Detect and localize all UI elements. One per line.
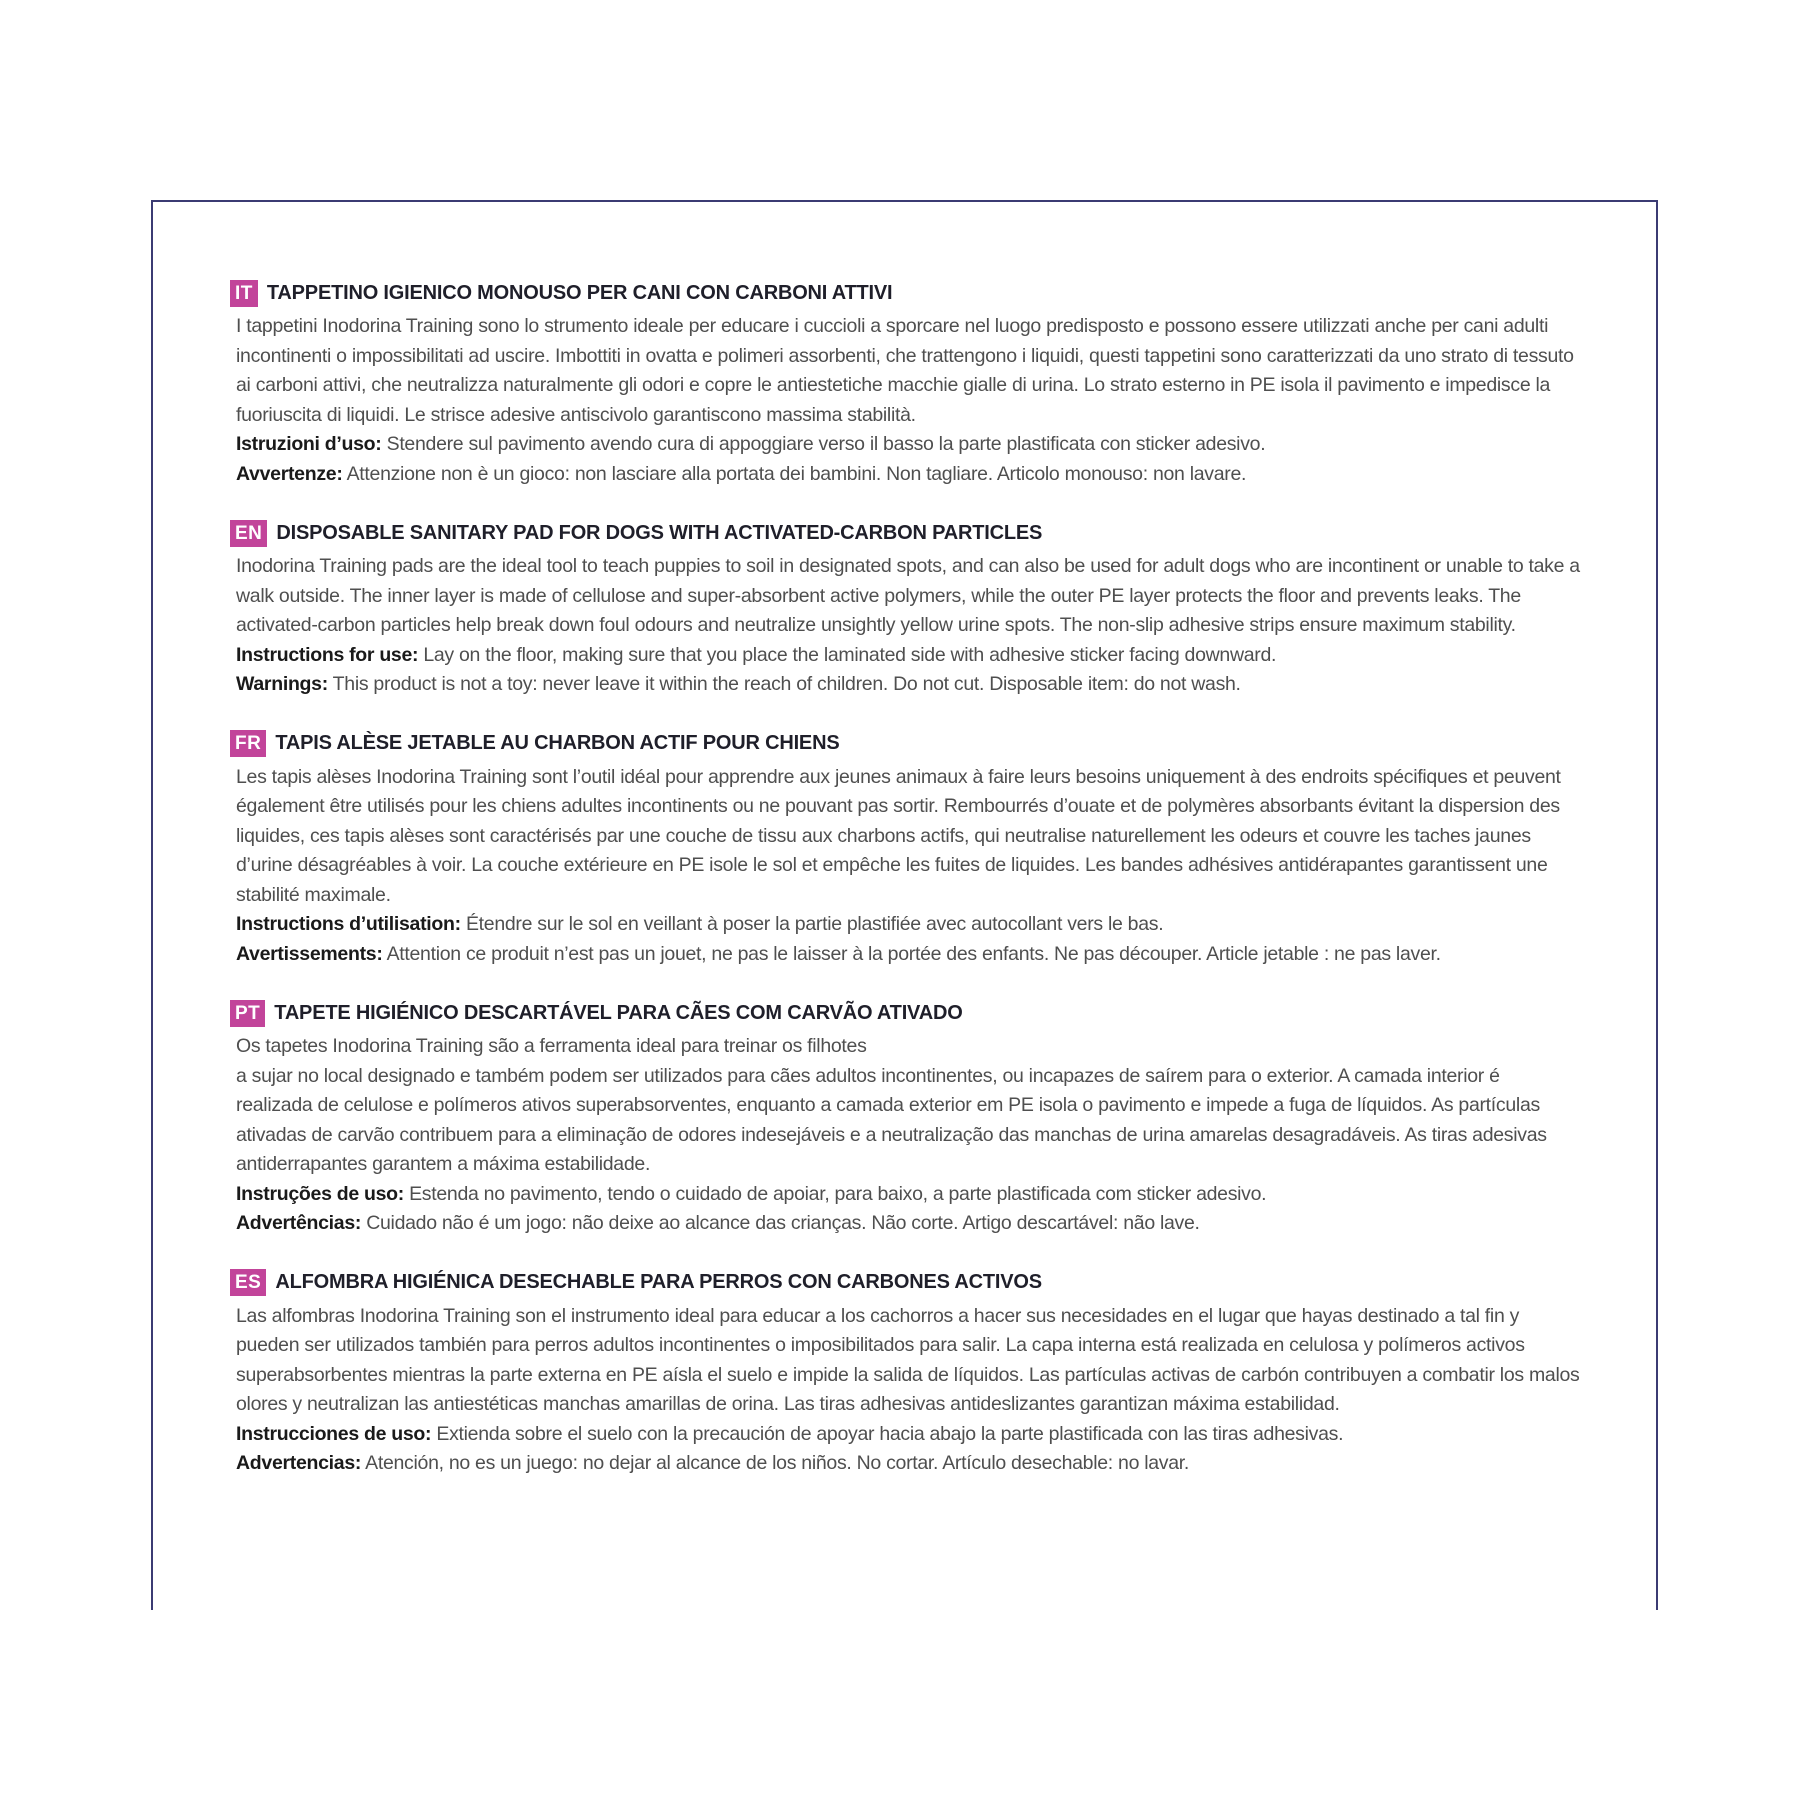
lang-badge-es: ES [230, 1269, 266, 1296]
section-title: ALFOMBRA HIGIÉNICA DESECHABLE PARA PERROS CON CARBONES ACTIVOS [275, 1271, 1042, 1293]
lang-badge-fr: FR [230, 730, 266, 757]
lang-badge-pt: PT [230, 1000, 265, 1027]
warnings-text: Attention ce produit n’est pas un jouet, ne pas le laisser à la portée des enfants. Ne pas découper. Article jetable : ne pas laver. [386, 942, 1441, 965]
description-text: Les tapis alèses Inodorina Training sont l’outil idéal pour apprendre aux jeunes animaux à faire leurs besoins uniquement à des endroits spécifiques et peuvent également être utilisés pour les chiens adultes incontinents ou ne pouvant pas sortir. Rembourrés d’ouate et de polymères absorbants évitant la dispersion des liquides, ces tapis alèses sont caractérisés par une couche de tissu aux charbons actifs, qui neutralise naturellement les odeurs et couvre les taches jaunes d’urine désagréables à voir. La couche extérieure en PE isole le sol et empêche les fuites de liquides. Les bandes adhésives antidérapantes garantissent une stabilité maximale. [236, 765, 1561, 906]
section-en [230, 516, 1580, 700]
section-heading [230, 1266, 1580, 1300]
section-title: TAPIS ALÈSE JETABLE AU CHARBON ACTIF POUR CHIENS [275, 732, 840, 754]
warnings-line [230, 940, 1580, 970]
section-body [230, 1032, 1580, 1180]
section-body [230, 312, 1580, 430]
instructions-label: Instrucciones de uso: [236, 1422, 432, 1445]
warnings-label: Avvertenze: [236, 462, 343, 485]
warnings-line [230, 670, 1580, 700]
instructions-line [230, 1420, 1580, 1450]
warnings-text: Atención, no es un juego: no dejar al alcance de los niños. No cortar. Artículo desechable: no lavar. [365, 1452, 1190, 1474]
warnings-text: Cuidado não é um jogo: não deixe ao alcance das crianças. Não corte. Artigo descartável: não lave. [366, 1212, 1200, 1234]
instructions-text: Stendere sul pavimento avendo cura di appoggiare verso il basso la parte plastificata con sticker adesivo. [386, 433, 1266, 455]
description-text: I tappetini Inodorina Training sono lo strumento ideale per educare i cuccioli a sporcare nel luogo predisposto e possono essere utilizzati anche per cani adulti incontinenti o impossibilitati ad uscire. Imbottiti in ovatta e polimeri assorbenti, che trattengono i liquidi, questi tappetini sono caratterizzati da uno strato di tessuto ai carboni attivi, che neutralizza naturalmente gli odori e copre le antiestetiche macchie gialle di urina. Lo strato esterno in PE isola il pavimento e impedisce la fuoriuscita di liquidi. Le strisce adesive antiscivolo garantiscono massima stabilità. [236, 315, 1574, 426]
warnings-label: Advertências: [236, 1212, 362, 1234]
instructions-label: Istruzioni d’uso: [236, 433, 382, 455]
lang-badge-en: EN [230, 520, 267, 547]
section-heading [230, 276, 1580, 310]
instructions-text: Extienda sobre el suelo con la precaución de apoyar hacia abajo la parte plastificada con las tiras adhesivas. [436, 1422, 1344, 1445]
description-text: Las alfombras Inodorina Training son el instrumento ideal para educar a los cachorros a hacer sus necesidades en el lugar que hayas destinado a tal fin y pueden ser utilizados también para perros adultos incontinentes o imposibilitados para salir. La capa interna está realizada en celulosa y polímeros activos superabsorbentes mientras la parte externa en PE aísla el suelo e impide la salida de líquidos. Las partículas activas de carbón contribuyen a combatir los malos olores y neutralizan las antiestéticas manchas amarillas de orina. Las tiras adhesivas antideslizantes garantizan máxima estabilidad. [236, 1304, 1580, 1415]
warnings-label: Advertencias: [236, 1452, 362, 1474]
instructions-text: Lay on the floor, making sure that you place the laminated side with adhesive sticker facing downward. [423, 643, 1277, 666]
warnings-label: Avertissements: [236, 942, 383, 965]
warnings-line [230, 1449, 1580, 1479]
warnings-text: Attenzione non è un gioco: non lasciare alla portata dei bambini. Non tagliare. Articolo monouso: non lavare. [346, 462, 1247, 485]
section-title: DISPOSABLE SANITARY PAD FOR DOGS WITH ACTIVATED-CARBON PARTICLES [276, 521, 1043, 544]
instructions-label: Instructions d’utilisation: [236, 913, 461, 935]
instructions-document [230, 276, 1580, 1506]
section-heading [230, 727, 1580, 761]
section-it [230, 276, 1580, 489]
section-body [230, 1302, 1580, 1420]
section-body [230, 763, 1580, 911]
warnings-label: Warnings: [236, 673, 328, 695]
warnings-text: This product is not a toy: never leave it within the reach of children. Do not cut. Disposable item: do not wash. [332, 673, 1241, 695]
instructions-text: Étendre sur le sol en veillant à poser la partie plastifiée avec autocollant vers le bas. [465, 913, 1164, 935]
description-text: Inodorina Training pads are the ideal tool to teach puppies to soil in designated spots, and can also be used for adult dogs who are incontinent or unable to take a walk outside. The inner layer is made of cellulose and super-absorbent active polymers, while the outer PE layer protects the floor and prevents leaks. The activated-carbon particles help break down foul odours and neutralize unsightly yellow urine spots. The non-slip adhesive strips ensure maximum stability. [236, 555, 1580, 636]
instructions-text: Estenda no pavimento, tendo o cuidado de apoiar, para baixo, a parte plastificada com sticker adesivo. [409, 1182, 1267, 1205]
section-heading [230, 996, 1580, 1030]
section-es [230, 1266, 1580, 1479]
section-fr [230, 727, 1580, 970]
warnings-line [230, 460, 1580, 490]
instructions-line [230, 910, 1580, 940]
instructions-line [230, 641, 1580, 671]
instructions-line [230, 430, 1580, 460]
instructions-line [230, 1180, 1580, 1210]
section-heading [230, 516, 1580, 550]
description-text-line-2: a sujar no local designado e também podem ser utilizados para cães adultos incontinentes, ou incapazes de saírem para o exterior. A camada interior é realizada de celulose e polímeros ativos superabsorventes, enquanto a camada exterior em PE isola o pavimento e impede a fuga de líquidos. As partículas ativadas de carvão contribuem para a eliminação de odores indesejáveis e a neutralização das manchas de urina amarelas desagradáveis. As tiras adesivas antiderrapantes garantem a máxima estabilidade. [236, 1064, 1547, 1175]
instructions-label: Instruções de uso: [236, 1182, 404, 1205]
section-pt [230, 996, 1580, 1239]
description-text-line-1: Os tapetes Inodorina Training são a ferramenta ideal para treinar os filhotes [236, 1035, 867, 1057]
section-body [230, 552, 1580, 641]
section-title: TAPPETINO IGIENICO MONOUSO PER CANI CON CARBONI ATTIVI [266, 281, 893, 304]
warnings-line [230, 1209, 1580, 1239]
section-title: TAPETE HIGIÉNICO DESCARTÁVEL PARA CÃES COM CARVÃO ATIVADO [274, 1001, 963, 1024]
lang-badge-it: IT [230, 280, 258, 307]
instructions-label: Instructions for use: [236, 643, 419, 666]
